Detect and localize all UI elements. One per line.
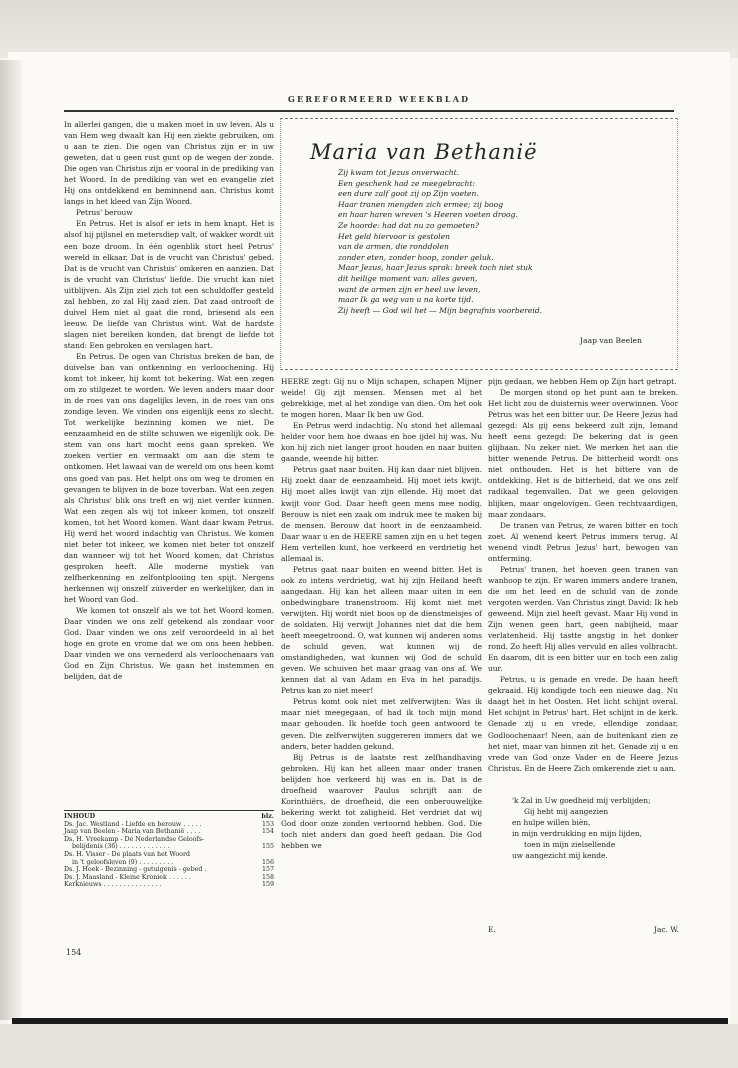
toc-item-page: 156 bbox=[261, 858, 274, 866]
toc-item bbox=[64, 851, 274, 859]
poem-line: een dure zalf goot zij op Zijn voeten. bbox=[338, 189, 479, 199]
paragraph: En Petrus. Het is alsof er iets in hem knapt. Het is alsof hij pijlsnel en metersdiep valt, of wakker wordt uit een boze droom. In één ogenblik stort heel Petrus' wereld in elkaar. Dat is de vrucht van Christus' gebed. Dat is de vrucht van Christus' omkeren en aanzien. Dat is de vrucht van Christus' liefde. Die vrucht kan niet uitblijven. Als Zijn ziel zich tot een schuldoffer gesteld zal hebben, zo zal Hij zaad zien. Dat zaad ontrooft de duivel Hem niet al gaat die rond, briesend als een leeuw. De liefde van Christus wint. Wat de hardste slagen niet bereiken konden, dat brengt de liefde tot stand: Een gebroken en verslagen hart. bbox=[64, 219, 274, 350]
poem-line: en haar haren wreven 's Heeren voeten droog. bbox=[338, 210, 518, 220]
scan-top-edge bbox=[0, 0, 738, 58]
poem-line: Zij kwam tot Jezus onverwacht. bbox=[338, 168, 460, 177]
verse-line: in mijn verdrukking en mijn lijden, bbox=[512, 829, 643, 838]
poem-line: dit heilige moment van: alles geven, bbox=[338, 273, 478, 283]
poem-line: Haar tranen mengden zich ermee; zij boog bbox=[338, 199, 504, 209]
paragraph: Petrus komt ook niet met zelfverwijten: Was ik maar niet meegegaan, of had ik toch mijn mond maar gehouden. Ik hoefde toch geen antwoord te geven. Die zelfverwijten suggereren immers dat we anders, beter hadden gekund. bbox=[281, 697, 482, 751]
poem-line: maar Ik ga weg van u na korte tijd. bbox=[338, 295, 474, 305]
verse-line: toen in mijn zielsellende bbox=[524, 840, 616, 849]
verse-line: Gij hebt mij aangezien bbox=[524, 807, 609, 816]
toc-rule bbox=[64, 810, 274, 811]
toc-item-page: 154 bbox=[261, 828, 274, 836]
toc-item-text: in 't geloofsleven (9) . . . . . . . . . bbox=[72, 858, 174, 866]
poem-line: Het geld hiervoor is gestolen bbox=[338, 231, 450, 241]
psalm-verse bbox=[512, 795, 651, 861]
subheading-petrus-berouw: Petrus' berouw bbox=[76, 208, 133, 218]
toc-item bbox=[64, 843, 274, 851]
toc-item bbox=[64, 874, 274, 882]
scan-left-shadow bbox=[0, 60, 22, 1020]
toc-item-text: Ds. J. Maasland - Kleine Kroniek . . . . . . bbox=[64, 873, 191, 881]
poem-line: Maar Jezus, haar Jezus sprak: breek toch niet stuk bbox=[338, 263, 533, 273]
toc-item-page: 158 bbox=[261, 873, 274, 881]
poem-line: Een geschenk had ze meegebracht: bbox=[338, 178, 476, 188]
paragraph: Bij Petrus is de laatste rest zelfhandhaving gebroken. Hij kan het alleen maar onder tranen belijden hoe verkeerd hij was en is. Dat is de droefheid waarover Paulus schrijft aan de Korinthiërs, de droefheid, die een onberouwelijke bekering werkt tot zaligheid. Het verdriet dat wij God door onze zonden vertoornd hebben. God. Die toch niet anders dan goed heeft gedaan. Die God hebben we bbox=[281, 752, 482, 850]
publication-header: GEREFORMEERD WEEKBLAD bbox=[288, 94, 471, 104]
paragraph: De morgen stond op het punt aan te breken. Het licht zou de duisternis weer overwinnen. Voor Petrus was het een bitter uur. De Heere Jezus had gezegd: Als gij eens bekeerd zult zijn, Iemand heeft eens gezegd: De bekering dat is geen glijbaan. Nu zeker niet. We merken het aan die bitter wenende Petrus. De bitterheid wordt ons niet onthouden. Het is het bittere van de ontdekking. Het is de bitterheid, dat we ons zelf radikaal tegenvallen. Dat we geen gelovigen blijken, maar ongelovigen. Geen rechtvaardigen, maar zondaars. bbox=[488, 388, 678, 519]
column-right bbox=[488, 376, 678, 774]
toc-item bbox=[64, 821, 274, 829]
paragraph: HEERE zegt: Gij nu o Mijn schapen, schapen Mijner weide! Gij zijt mensen. Mensen met al het gebrekkige, met al het zondige van dien. Om het ook te mogen horen. Maar Ik ben uw God. bbox=[281, 377, 482, 420]
paragraph: Petrus, u is genade en vrede. De haan heeft gekraaid. Hij kondigde toch een nieuwe dag. Nu daagt het in het Oosten. Het licht schijnt overal. Het schijnt in Petrus' hart. Het schijnt in de kerk. Genade zij u en vrede, ellendige zondaar, Godloochenaar! Neen, aan de buitenkant zien ze het niet, maar van binnen zit het. Genade zij u en vrede van God onze Vader en de Heere Jezus Christus. En de Heere Zich omkerende ziet u aan. bbox=[488, 675, 678, 773]
page-number: 154 bbox=[66, 948, 82, 957]
toc-item bbox=[64, 836, 274, 844]
verse-line: 'k Zal in Uw goedheid mij verblijden; bbox=[512, 796, 651, 805]
toc-item-text: Ds. H. Visser - De plaats van het Woord bbox=[64, 850, 191, 858]
paragraph: En Petrus werd indachtig. Nu stond het allemaal helder voor hem hoe dwaas en hoe ijdel hij was. Nu kon hij zich niet langer groot houden en naar buiten gaande, weende hij bitter. bbox=[281, 421, 482, 464]
paragraph: pijn gedaan, we hebben Hem op Zijn hart getrapt. bbox=[488, 377, 677, 386]
toc-item bbox=[64, 866, 274, 874]
toc-item-text: Jaap van Beelen - Maria van Bethanië . . . . bbox=[64, 828, 201, 836]
paragraph: Petrus gaat naar buiten. Hij kan daar niet blijven. Hij zoekt daar de eenzaamheid. Hij moet iets kwijt. Hij moet alles kwijt van zijn ellende. Hij moet dat kwijt voor God. Daar heeft geen mens mee nodig. Berouw is niet een zaak om indruk mee te maken bij de mensen. Berouw dat hoort in de eenzaamheid. Daar waar u en de HEERE samen zijn en u het tegen Hem vertellen kunt, hoe verkeerd en verdrietig het allemaal is. bbox=[281, 465, 482, 563]
toc-item-page: 157 bbox=[261, 866, 274, 874]
column-left bbox=[64, 119, 274, 682]
toc-header bbox=[64, 813, 274, 821]
verse-line: uw aangezicht mij kende. bbox=[512, 851, 608, 860]
toc-item-page: 155 bbox=[261, 843, 274, 851]
signature-author: Jac. W. bbox=[654, 925, 679, 934]
paragraph: We komen tot onszelf als we tot het Woord komen. Daar vinden we ons zelf getekend als zondaar voor God. Daar vinden we ons zelf veroordeeld in al het hoge en grote en vrome dat we om ons heen hebben. Daar vinden we ons vernederd als verloochenaars van God en Zijn Christus. We gaan het instemmen en belijden, dat de bbox=[64, 606, 274, 682]
paragraph: Petrus' tranen, het hoeven geen tranen van wanhoop te zijn. Er waren immers andere tranen, die om het leed en de schuld van de zonde vergoten werden. Van Christus zingt David: Ik heb geweend. Mijn ziel heeft gevast. Maar Hij vond in Zijn wenen geen hart, geen nabijheid, maar verlatenheid. Hij tastte angstig in het donker rond. Zo heeft Hij alles vervuld en alles volbracht. En daarom, dit is een bitter uur en toch een zalig uur. bbox=[488, 564, 678, 674]
poem-line: want de armen zijn er heel uw leven, bbox=[338, 284, 481, 294]
poem-author: Jaap van Beelen bbox=[580, 336, 642, 345]
signature-initial: E. bbox=[488, 925, 496, 934]
verse-line: en hulpe willen bièn, bbox=[512, 818, 591, 827]
header-rule bbox=[64, 110, 674, 112]
poem-line: van de armen, die ronddolen bbox=[338, 242, 449, 252]
toc-item bbox=[64, 881, 274, 889]
column-middle bbox=[281, 376, 482, 851]
toc-item bbox=[64, 859, 274, 867]
paragraph: De tranen van Petrus, ze waren bitter en toch zoet. Al wenend keert Petrus immers terug. Al wenend vindt Petrus Jezus' hart, bewogen van ontferming. bbox=[488, 520, 678, 563]
toc-title: INHOUD bbox=[64, 813, 96, 820]
toc-item-text: Ds. Jac. Westland - Liefde en berouw . . . . . bbox=[64, 820, 202, 828]
toc-item bbox=[64, 828, 274, 836]
paragraph: En Petrus. De ogen van Christus breken de ban, de duivelse ban van ontkenning en verloochening. Hij komt tot inkeer, hij komt tot bekering. Wat een zegen om zo stilgezet te worden. We leven anders maar door in de roes van ons dagelijks leven, in de roes van ons zondige leven. We vinden ons eigenlijk eens zo slecht. Tot werkelijke bezinning komen we niet. De eenzaamheid en de stilte schuwen we eigenlijk ook. De stem van ons hart mocht eens gaan spreken. We zoeken vertier en vermaakt om aan die stem te ontkomen. Het lawaai van de wereld om ons heen komt ons goed van pas. Het helpt ons om weg te dromen en gevangen te blijven in de boze toverban. Wat een zegen als Christus' blik ons treft en wij niet verder kunnen. Wat een zegen als wij tot inkeer komen, tot onszelf komen, tot het Woord komen. Want daar kwam Petrus. Hij werd het woord indachtig van Christus. We komen niet beter tot inkeer, we komen niet beter tot onszelf dan wanneer wij tot het Woord komen, dat Christus gesproken heeft. Alle moderne mystiek van zelfherkenning en zelfontplooiing ten spijt. Nergens herkennen wij onszelf zuiverder en werkelijker, dan in het Woord van God. bbox=[64, 351, 274, 605]
toc-item-text: Ds. J. Hoek - Bezinning - getuigenis - gebed . bbox=[64, 866, 207, 874]
table-of-contents bbox=[64, 810, 274, 889]
poem-title: Maria van Bethanië bbox=[310, 140, 538, 164]
toc-item-page: 159 bbox=[261, 881, 274, 889]
paragraph: Petrus gaat naar buiten en weend bitter. Het is ook zo intens verdrietig, wat hij zijn Heiland heeft aangedaan. Hij kan het alleen maar uiten in een onbedwingbare tranenstroom. Hij komt niet met verwijten. Hij wordt niet boos op de dienstmeisjes of de soldaten. Hij verwijt Johannes niet dat die hem heeft meegetroond. O, wat kunnen wij anderen soms de schuld geven, wat kunnen wij de omstandigheden, wat kunnen wij God de schuld geven. We schuiven het maar graag van ons af. We kennen dat al van Adam en Eva in het paradijs. Petrus kan zo niet meer! bbox=[281, 564, 482, 696]
poem-line: zonder eten, zonder hoop, zonder geluk. bbox=[338, 252, 494, 262]
scan-bottom-edge bbox=[0, 1024, 738, 1068]
poem-body bbox=[338, 168, 542, 316]
toc-item-page: 153 bbox=[261, 820, 274, 828]
toc-page-label: blz. bbox=[261, 813, 274, 820]
poem-line: Zij heeft — God wil het — Mijn begrafnis voorbereid. bbox=[338, 305, 543, 315]
toc-item-text: Kerknieuws . . . . . . . . . . . . . . . bbox=[64, 881, 162, 889]
toc-item-text: Ds. H. Vreekamp - De Nederlandse Geloofs- bbox=[64, 835, 205, 843]
poem-line: Ze hoorde: had dat nu zo gemoeten? bbox=[338, 220, 480, 230]
toc-item-text: belijdenis (36) . . . . . . . . . . . . . bbox=[72, 843, 170, 851]
paragraph: In allerlei gangen, die u maken moet in uw leven. Als u van Hem weg dwaalt kan Hij een ziekte gebruiken, om u aan te zien. Die ogen van Christus zijn er in uw geweten, dat u geen rust gunt op de wegen der zonde. Die ogen van Christus zijn er vooral in de prediking van het Woord. In de prediking van wet en evangelie ziet Hij ons ontdekkend en beminnend aan. Christus komt langs in het kleed van Zijn Woord. bbox=[64, 120, 274, 207]
